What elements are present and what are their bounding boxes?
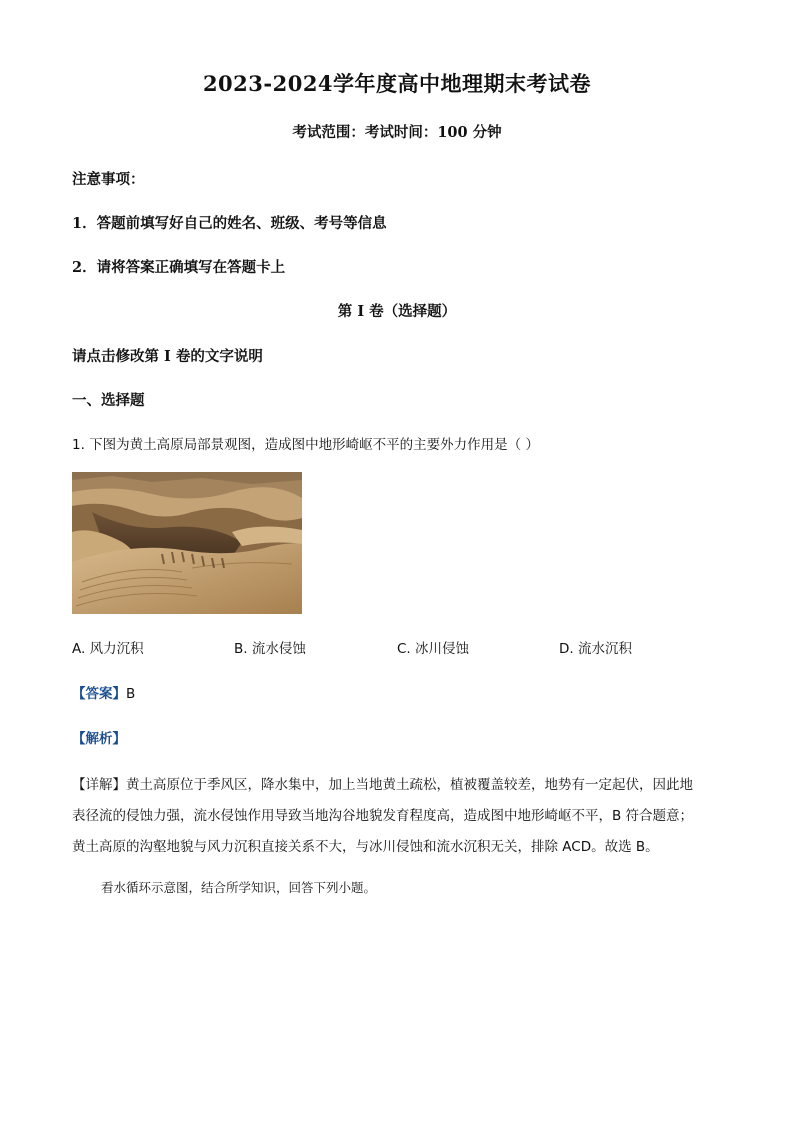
- notice-heading: 注意事项：: [72, 171, 145, 188]
- detail-label: 【详解】: [72, 777, 126, 793]
- option-b[interactable]: [234, 637, 306, 657]
- detail-line-2: 表径流的侵蚀力强，流水侵蚀作用导致当地沟谷地貌发育程度高，造成图中地形崎岖不平，B 符合题意；: [72, 808, 694, 824]
- section-title: 一、选择题: [72, 392, 145, 409]
- answer-label: 【答案】: [72, 686, 126, 702]
- detail-line-3: 黄土高原的沟壑地貌与风力沉积直接关系不大，与冰川侵蚀和流水沉积无关，排除 ACD。故选 B。: [72, 839, 659, 855]
- option-a-letter: A.: [72, 641, 86, 657]
- option-d-text: 流水沉积: [577, 641, 632, 657]
- next-question-prompt: 看水循环示意图，结合所学知识，回答下列小题。: [101, 880, 377, 895]
- notice-item-1: 1．答题前填写好自己的姓名、班级、考号等信息: [72, 215, 387, 232]
- option-d-letter: D.: [559, 641, 574, 657]
- option-b-text: 流水侵蚀: [251, 641, 306, 657]
- detail-line-1: 【详解】黄土高原位于季风区，降水集中，加上当地黄土疏松，植被覆盖较差，地势有一定起伏，因此地: [72, 777, 693, 793]
- question-1-stem: 1. 下图为黄土高原局部景观图，造成图中地形崎岖不平的主要外力作用是（ ）: [72, 437, 539, 453]
- option-c[interactable]: [397, 637, 469, 657]
- notice-item-2: 2．请将答案正确填写在答题卡上: [72, 259, 286, 276]
- answer-line: [72, 682, 135, 702]
- volume-note: 请点击修改第 I 卷的文字说明: [72, 348, 263, 365]
- option-c-text: 冰川侵蚀: [415, 641, 470, 657]
- option-a[interactable]: [72, 637, 144, 657]
- loess-plateau-photo: [72, 472, 302, 614]
- answer-value: B: [126, 686, 136, 702]
- detail-explanation: [72, 770, 732, 863]
- exam-subtitle: 考试范围：考试时间：100 分钟: [292, 124, 502, 141]
- analysis-label: 【解析】: [72, 731, 126, 747]
- exam-title: 2023-2024学年度高中地理期末考试卷: [202, 71, 592, 96]
- option-d[interactable]: [559, 637, 632, 657]
- option-a-text: 风力沉积: [89, 641, 144, 657]
- volume-title: 第 I 卷（选择题）: [337, 303, 457, 320]
- analysis-line: [72, 727, 126, 747]
- option-b-letter: B.: [234, 641, 248, 657]
- option-c-letter: C.: [397, 641, 411, 657]
